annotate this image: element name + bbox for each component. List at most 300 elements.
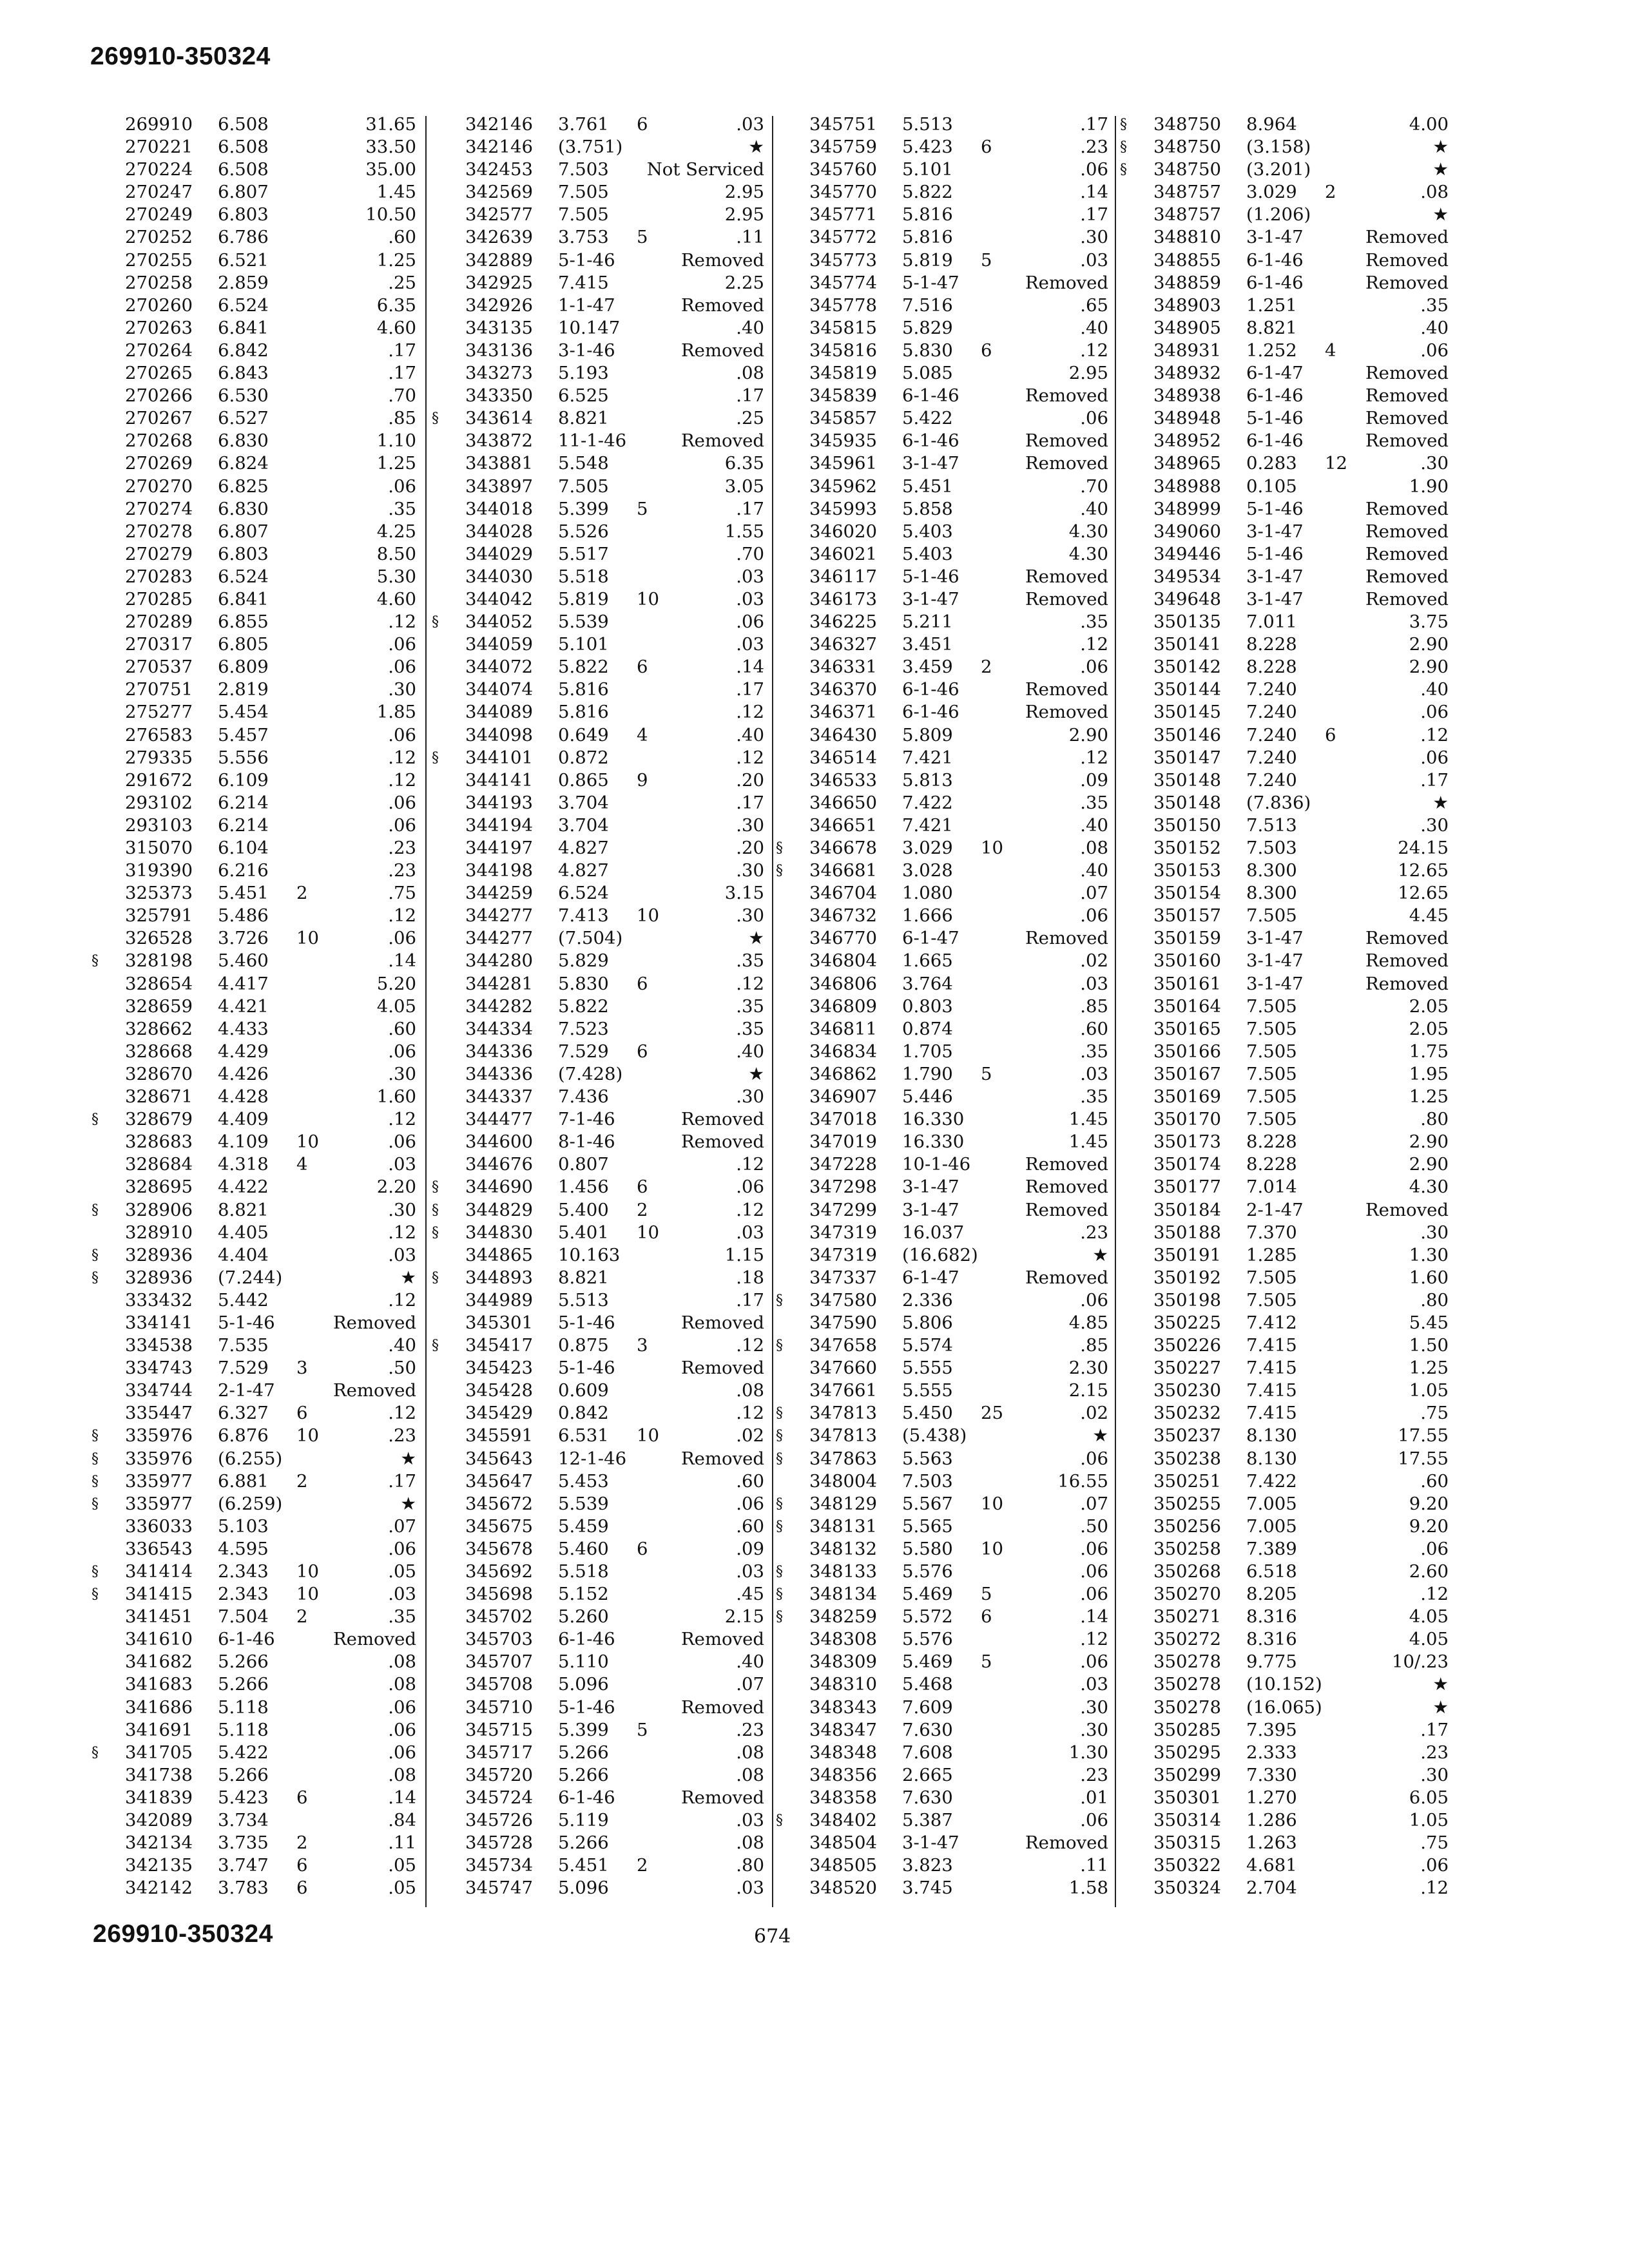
value: 2.336 [902, 1289, 953, 1311]
part-number: 348750 [1153, 114, 1221, 135]
parts-row [92, 1131, 416, 1153]
section-mark: § [92, 1111, 99, 1128]
parts-row [432, 973, 764, 995]
value: (10.152) [1246, 1674, 1322, 1695]
part-number: 345428 [465, 1380, 533, 1401]
parts-row [776, 1719, 1108, 1742]
quantity: 10 [637, 1425, 659, 1446]
price: Removed [1365, 928, 1449, 949]
part-number: 350184 [1153, 1199, 1221, 1220]
value: 7.014 [1246, 1177, 1297, 1198]
part-number: 350154 [1153, 883, 1221, 904]
price: 3.05 [724, 476, 764, 497]
price: 4.05 [1409, 1606, 1449, 1628]
value: 5.469 [902, 1651, 953, 1673]
price: 4.05 [1409, 1629, 1449, 1650]
price: .06 [388, 724, 416, 745]
price: .23 [1080, 1764, 1108, 1785]
parts-column-1 [92, 113, 416, 1899]
parts-row [432, 1041, 764, 1063]
section-mark: § [776, 1450, 783, 1467]
price: 1.60 [1409, 1267, 1449, 1288]
price: .14 [736, 657, 764, 678]
part-number: 345839 [809, 385, 877, 407]
value: 3.028 [902, 860, 953, 881]
part-number: 270221 [125, 137, 193, 158]
price: Removed [1365, 363, 1449, 384]
parts-row [1120, 407, 1449, 430]
part-number: 346862 [809, 1063, 877, 1084]
quantity: 2 [1325, 182, 1336, 203]
price: .07 [1080, 883, 1108, 904]
value: 8.316 [1246, 1606, 1297, 1628]
parts-row [776, 317, 1108, 340]
part-number: 344676 [465, 1154, 533, 1175]
part-number: 348931 [1153, 340, 1221, 361]
part-number: 350159 [1153, 928, 1221, 949]
value: 4.827 [558, 838, 609, 858]
parts-row [432, 769, 764, 792]
value: 7.421 [902, 814, 953, 836]
value: 5-1-46 [218, 1312, 275, 1333]
parts-row [1120, 543, 1449, 566]
quantity: 10 [637, 1222, 659, 1243]
quantity: 2 [981, 657, 992, 678]
section-mark: § [92, 1202, 99, 1218]
price: .17 [736, 792, 764, 813]
part-number: 342135 [125, 1855, 193, 1876]
parts-row [1120, 1131, 1449, 1153]
price: .03 [1080, 1063, 1108, 1084]
value: 2.343 [218, 1584, 269, 1605]
section-mark: § [776, 1609, 783, 1626]
section-mark: § [776, 1812, 783, 1829]
part-number: 348310 [809, 1674, 877, 1695]
parts-row [432, 1854, 764, 1877]
price: 2.25 [724, 272, 764, 293]
value: 5.565 [902, 1515, 953, 1537]
price: .06 [1420, 1855, 1449, 1876]
value: 5.572 [902, 1606, 953, 1628]
price: .75 [1420, 1832, 1449, 1854]
value: 6.881 [218, 1470, 269, 1492]
value: 7.529 [558, 1041, 609, 1062]
part-number: 346430 [809, 724, 877, 745]
value: 4.417 [218, 973, 269, 994]
part-number: 350152 [1153, 838, 1221, 858]
price: .08 [736, 1742, 764, 1763]
parts-row [776, 1538, 1108, 1561]
value: 6.803 [218, 204, 269, 226]
price: 1.55 [724, 521, 764, 542]
price: .06 [1080, 159, 1108, 180]
part-number: 344018 [465, 498, 533, 519]
parts-row [1120, 1334, 1449, 1357]
value: 8-1-46 [558, 1131, 615, 1153]
price: .12 [1420, 1878, 1449, 1899]
value: 5.266 [218, 1651, 269, 1673]
part-number: 348343 [809, 1696, 877, 1718]
part-number: 347319 [809, 1222, 877, 1243]
parts-row [776, 226, 1108, 249]
quantity: 6 [296, 1855, 308, 1876]
part-number: 348988 [1153, 476, 1221, 497]
value: 3-1-47 [902, 588, 959, 610]
value: 5.468 [902, 1674, 953, 1695]
part-number: 348932 [1153, 363, 1221, 384]
value: 7.240 [1246, 747, 1297, 768]
price: 4.60 [376, 588, 416, 610]
part-number: 346804 [809, 950, 877, 972]
part-number: 342577 [465, 204, 533, 226]
part-number: 270269 [125, 453, 193, 474]
part-number: 344052 [465, 611, 533, 633]
value: 0.609 [558, 1380, 609, 1401]
value: 5.858 [902, 498, 953, 519]
part-number: 350144 [1153, 679, 1221, 700]
part-number: 315070 [125, 838, 193, 858]
price: .17 [736, 498, 764, 519]
value: 6.843 [218, 363, 269, 384]
price: 2.95 [724, 182, 764, 203]
parts-row [432, 1402, 764, 1425]
price: 24.15 [1398, 838, 1449, 858]
part-number: 344477 [465, 1109, 533, 1130]
price: Removed [1025, 272, 1108, 293]
parts-row [92, 566, 416, 588]
value: 6.531 [558, 1425, 609, 1446]
part-number: 328670 [125, 1063, 193, 1084]
parts-row [432, 294, 764, 317]
part-number: 344141 [465, 769, 533, 791]
value: 5.556 [218, 747, 269, 768]
price: Removed [1025, 679, 1108, 700]
part-number: 328654 [125, 973, 193, 994]
part-number: 293103 [125, 814, 193, 836]
part-number: 347019 [809, 1131, 877, 1153]
part-number: 348347 [809, 1719, 877, 1740]
value: 0.875 [558, 1335, 609, 1356]
parts-row [776, 1222, 1108, 1244]
value: 6.214 [218, 792, 269, 813]
value: 7.415 [1246, 1380, 1297, 1401]
section-mark: § [1120, 139, 1127, 156]
parts-row [776, 1696, 1108, 1719]
section-mark: § [432, 1202, 439, 1218]
parts-row [432, 566, 764, 588]
part-number: 345717 [465, 1742, 533, 1763]
parts-row [432, 1673, 764, 1696]
parts-row [92, 1764, 416, 1787]
value: 7.415 [1246, 1335, 1297, 1356]
value: 16.037 [902, 1222, 965, 1243]
part-number: 270317 [125, 634, 193, 655]
price: .30 [1420, 453, 1449, 474]
value: 3.735 [218, 1832, 269, 1854]
part-number: 346811 [809, 1018, 877, 1039]
price: .06 [1080, 657, 1108, 678]
parts-row [432, 1651, 764, 1673]
part-number: 345728 [465, 1832, 533, 1854]
parts-row [432, 362, 764, 385]
parts-row [776, 1561, 1108, 1583]
value: 7.505 [558, 182, 609, 203]
part-number: 348810 [1153, 227, 1221, 248]
parts-row [92, 1561, 416, 1583]
value: 5.118 [218, 1696, 269, 1718]
part-number: 345708 [465, 1674, 533, 1695]
part-number: 346907 [809, 1086, 877, 1108]
value: 5.101 [902, 159, 953, 180]
value: 7.415 [1246, 1403, 1297, 1424]
value: 7.330 [1246, 1764, 1297, 1785]
parts-row [776, 1854, 1108, 1877]
part-number: 347299 [809, 1199, 877, 1220]
price: .12 [736, 702, 764, 723]
part-number: 344193 [465, 792, 533, 813]
value: (1.206) [1246, 204, 1311, 226]
value: 0.842 [558, 1403, 609, 1424]
price: .30 [1420, 1222, 1449, 1243]
parts-row [432, 1832, 764, 1854]
section-mark: § [776, 1564, 783, 1580]
parts-row [1120, 1063, 1449, 1086]
part-number: 341839 [125, 1787, 193, 1808]
parts-row [432, 1199, 764, 1222]
value: 8.821 [1246, 317, 1297, 338]
value: 5.459 [558, 1515, 609, 1537]
parts-row [776, 1357, 1108, 1379]
value: 4.409 [218, 1109, 269, 1130]
parts-row [92, 430, 416, 452]
value: 5.563 [902, 1448, 953, 1469]
quantity: 25 [981, 1403, 1003, 1424]
parts-row [92, 181, 416, 204]
value: 5.486 [218, 905, 269, 927]
parts-row [92, 272, 416, 294]
parts-row [1120, 159, 1449, 181]
part-number: 350278 [1153, 1651, 1221, 1673]
quantity: 5 [981, 1063, 992, 1084]
part-number: 348903 [1153, 294, 1221, 316]
page-number: 674 [754, 1925, 791, 1948]
value: 7.529 [218, 1358, 269, 1379]
parts-row [432, 1153, 764, 1176]
price: 17.55 [1398, 1448, 1449, 1469]
price: .09 [736, 1538, 764, 1559]
quantity: 3 [637, 1335, 648, 1356]
price: .06 [388, 1696, 416, 1718]
parts-row [432, 1063, 764, 1086]
price: 6.35 [376, 294, 416, 316]
price: Removed [333, 1380, 416, 1401]
part-number: 350141 [1153, 634, 1221, 655]
value: 8.821 [218, 1199, 269, 1220]
quantity: 2 [637, 1855, 648, 1876]
price: .06 [1420, 702, 1449, 723]
value: 5.085 [902, 363, 953, 384]
part-number: 342134 [125, 1832, 193, 1854]
part-number: 336543 [125, 1538, 193, 1559]
value: 6-1-46 [1246, 249, 1304, 271]
part-number: 328695 [125, 1177, 193, 1198]
price: .60 [736, 1515, 764, 1537]
quantity: 4 [637, 724, 648, 745]
price: .03 [736, 1878, 764, 1899]
value: 6-1-46 [558, 1629, 615, 1650]
value: 4.318 [218, 1154, 269, 1175]
value: 2.333 [1246, 1742, 1297, 1763]
parts-row [92, 340, 416, 362]
parts-row [92, 950, 416, 972]
value: 5.193 [558, 363, 609, 384]
parts-row [92, 1108, 416, 1131]
price: Removed [1365, 588, 1449, 610]
parts-row [92, 633, 416, 656]
value: 3-1-47 [1246, 950, 1304, 972]
value: 2.819 [218, 679, 269, 700]
part-number: 345429 [465, 1403, 533, 1424]
part-number: 344059 [465, 634, 533, 655]
value: 6.805 [218, 634, 269, 655]
price: 3.75 [1409, 611, 1449, 633]
parts-row [776, 950, 1108, 972]
value: 6.104 [218, 838, 269, 858]
part-number: 346117 [809, 566, 877, 587]
parts-row [776, 973, 1108, 995]
parts-row [92, 498, 416, 521]
price: 10.50 [365, 204, 416, 226]
part-number: 347298 [809, 1177, 877, 1198]
price: 1.45 [1068, 1131, 1108, 1153]
part-number: 270278 [125, 521, 193, 542]
price: .30 [1080, 227, 1108, 248]
value: (7.244) [218, 1267, 283, 1288]
section-mark: § [92, 1473, 99, 1490]
parts-row [776, 882, 1108, 905]
parts-row [1120, 1583, 1449, 1606]
parts-row [92, 113, 416, 136]
value: 5-1-46 [902, 566, 959, 587]
part-number: 270267 [125, 408, 193, 429]
part-number: 345647 [465, 1470, 533, 1492]
value: 5.513 [902, 114, 953, 135]
part-number: 348356 [809, 1764, 877, 1785]
price: .03 [1080, 973, 1108, 994]
price: 1.90 [1409, 476, 1449, 497]
parts-row [92, 1606, 416, 1628]
part-number: 348505 [809, 1855, 877, 1876]
parts-row [432, 1086, 764, 1108]
parts-row [432, 611, 764, 633]
part-number: 350188 [1153, 1222, 1221, 1243]
parts-row [776, 769, 1108, 792]
value: 6-1-46 [902, 385, 959, 407]
price: .03 [736, 566, 764, 587]
value: 5.399 [558, 1719, 609, 1740]
part-number: 345724 [465, 1787, 533, 1808]
parts-row [92, 1153, 416, 1176]
parts-row [1120, 317, 1449, 340]
price: .35 [1080, 1041, 1108, 1062]
quantity: 6 [296, 1878, 308, 1899]
parts-row [432, 543, 764, 566]
price: Removed [1025, 1199, 1108, 1220]
parts-row [92, 1222, 416, 1244]
value: 5.423 [902, 137, 953, 158]
parts-row [1120, 1470, 1449, 1493]
price: 10/.23 [1392, 1651, 1449, 1673]
price: .02 [1080, 950, 1108, 972]
parts-row [1120, 1628, 1449, 1651]
part-number: 344277 [465, 905, 533, 927]
price: .12 [388, 611, 416, 633]
price: .30 [1420, 1764, 1449, 1785]
price: 35.00 [365, 159, 416, 180]
parts-row [92, 1267, 416, 1289]
value: 5.822 [558, 995, 609, 1017]
price: Removed [1365, 950, 1449, 972]
part-number: 350285 [1153, 1719, 1221, 1740]
part-number: 344194 [465, 814, 533, 836]
parts-row [432, 588, 764, 611]
value: 7.505 [1246, 1289, 1297, 1311]
part-number: 350232 [1153, 1403, 1221, 1424]
price: 5.45 [1409, 1312, 1449, 1333]
part-number: 344829 [465, 1199, 533, 1220]
price: .03 [388, 1154, 416, 1175]
part-number: 350198 [1153, 1289, 1221, 1311]
parts-row [776, 340, 1108, 362]
price: .12 [388, 1109, 416, 1130]
value: 4.421 [218, 995, 269, 1017]
parts-row [432, 272, 764, 294]
value: 2.704 [1246, 1878, 1297, 1899]
value: 3-1-47 [1246, 588, 1304, 610]
value: 4.109 [218, 1131, 269, 1153]
value: 5.266 [218, 1674, 269, 1695]
parts-row [432, 430, 764, 452]
price: 1.30 [1068, 1742, 1108, 1763]
value: 3.029 [902, 838, 953, 858]
value: 7.422 [902, 792, 953, 813]
price: 33.50 [365, 137, 416, 158]
parts-row [1120, 1832, 1449, 1854]
parts-row [432, 1289, 764, 1312]
price: .40 [1420, 679, 1449, 700]
value: 7.413 [558, 905, 609, 927]
part-number: 343614 [465, 408, 533, 429]
value: (16.682) [902, 1244, 978, 1265]
price: 1.25 [376, 453, 416, 474]
quantity: 10 [981, 1493, 1003, 1514]
part-number: 341415 [125, 1584, 193, 1605]
part-number: 350164 [1153, 995, 1221, 1017]
value: 6.824 [218, 453, 269, 474]
part-number: 350315 [1153, 1832, 1221, 1854]
parts-row [1120, 498, 1449, 521]
price: .23 [1080, 137, 1108, 158]
part-number: 345692 [465, 1561, 533, 1582]
value: 2-1-47 [1246, 1199, 1304, 1220]
parts-row [1120, 1651, 1449, 1673]
parts-row [92, 724, 416, 747]
parts-row [432, 204, 764, 226]
parts-row [776, 1764, 1108, 1787]
price: .14 [388, 950, 416, 972]
parts-row [776, 1742, 1108, 1764]
parts-row [776, 1267, 1108, 1289]
